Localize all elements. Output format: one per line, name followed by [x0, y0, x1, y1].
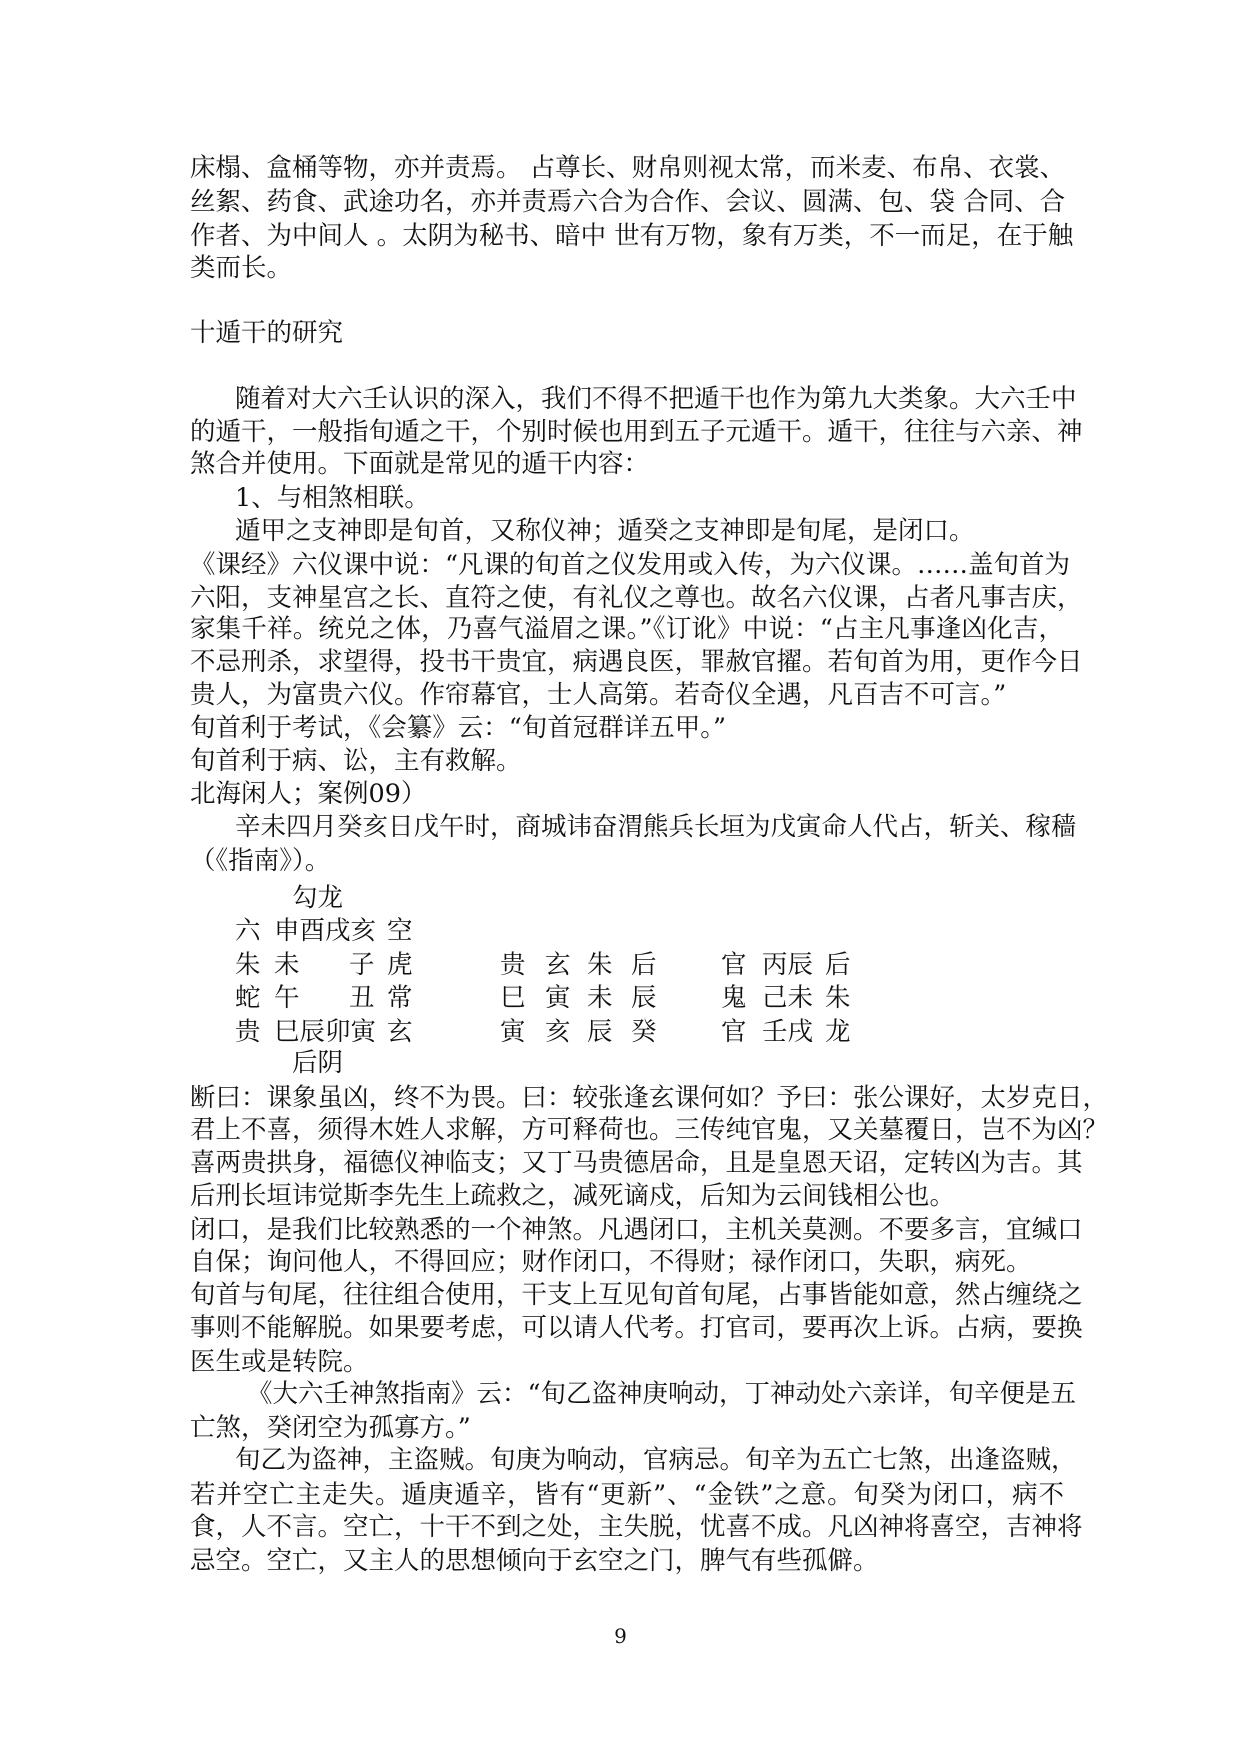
chart-cell: 未: [587, 983, 613, 1013]
chart-cell: 亥: [545, 1017, 571, 1047]
text-line: 闭口，是我们比较熟悉的一个神煞。凡遇闭口，主机关莫测。不要多言，宜缄口: [190, 1215, 1083, 1245]
chart-cell: 贵: [500, 950, 526, 980]
chart-cell: 朱: [825, 983, 851, 1013]
text-line: 六阳，支神星宫之长、直符之使，有礼仪之尊也。故名六仪课，占者凡事吉庆，: [190, 583, 1083, 613]
text-line: 家集千祥。统兑之体，乃喜气溢眉之课。”《订讹》中说：“占主凡事逢凶化吉，: [190, 614, 1064, 644]
text-line: 类而长。: [190, 253, 293, 283]
chart-top: 勾龙: [292, 883, 344, 913]
text-line: 遁甲之支神即是旬首，又称仪神；遁癸之支神即是旬尾，是闭口。: [235, 516, 975, 546]
text-line: 丝絮、药食、武途功名，亦并责焉六合为合作、会议、圆满、包、袋 合同、合: [190, 187, 1066, 217]
chart-cell: 常: [387, 983, 413, 1013]
chart-cell: 子: [349, 950, 375, 980]
text-line: 亡煞，癸闭空为孤寡方。”: [190, 1413, 471, 1443]
chart-cell: 己未: [762, 983, 814, 1013]
text-line: 的遁干，一般指旬遁之干，个别时候也用到五子元遁干。遁干，往往与六亲、神: [190, 417, 1083, 447]
text-line: 随着对大六壬认识的深入，我们不得不把遁干也作为第九大类象。大六壬中: [235, 384, 1077, 414]
chart-cell: 寅: [500, 1017, 526, 1047]
text-line: 旬乙为盗神，主盗贼。旬庚为响动，官病忌。旬辛为五亡七煞，出逢盗贼，: [235, 1445, 1077, 1475]
chart-cell: 癸: [631, 1017, 657, 1047]
chart-cell: 龙: [825, 1017, 851, 1047]
chart-cell: 官: [721, 950, 747, 980]
text-line: 床榻、盒桶等物，亦并责焉。 占尊长、财帛则视太常，而米麦、布帛、衣裳、: [190, 153, 1066, 183]
chart-cell: 贵: [235, 1017, 261, 1047]
chart-bottom: 后阴: [292, 1048, 344, 1078]
list-item: 1、与相煞相联。: [235, 483, 430, 513]
chart-cell: 六: [235, 916, 261, 946]
text-line: 《大六壬神煞指南》云：“旬乙盗神庚响动，丁神动处六亲详，旬辛便是五: [247, 1379, 1077, 1409]
chart-cell: 巳: [500, 983, 526, 1013]
text-line: 自保；询问他人，不得回应；财作闭口，不得财；禄作闭口，失职，病死。: [190, 1247, 1032, 1277]
chart-cell: 玄: [545, 950, 571, 980]
chart-cell: 朱: [235, 950, 261, 980]
chart-cell: 壬戌: [762, 1017, 814, 1047]
text-line: 北海闲人；案例09）: [190, 779, 427, 809]
text-line: 忌空。空亡，又主人的思想倾向于玄空之门，脾气有些孤僻。: [190, 1546, 879, 1576]
text-line: 若并空亡主走失。遁庚遁辛，皆有“更新”、“金铁”之意。旬癸为闭口，病不: [190, 1480, 1064, 1510]
text-line: 旬首利于病、讼，主有救解。: [190, 746, 522, 776]
text-line: 辛未四月癸亥日戊午时，商城讳奋渭熊兵长垣为戊寅命人代占，斩关、稼穑: [235, 812, 1077, 842]
chart-cell: 朱: [587, 950, 613, 980]
chart-cell: 后: [825, 950, 851, 980]
chart-cell: 申酉戌亥: [274, 916, 377, 946]
chart-cell: 蛇: [235, 983, 261, 1013]
text-line: 贵人，为富贵六仪。作帘幕官，士人高第。若奇仪全遇，凡百吉不可言。”: [190, 680, 1007, 710]
chart-cell: 丙辰: [762, 950, 814, 980]
text-line: 煞合并使用。下面就是常见的遁干内容：: [190, 449, 650, 479]
section-heading: 十遁干的研究: [190, 318, 344, 348]
chart-cell: 空: [387, 916, 413, 946]
chart-cell: 后: [631, 950, 657, 980]
chart-cell: 官: [721, 1017, 747, 1047]
text-line: （《指南》）。: [190, 846, 331, 876]
text-line: 不忌刑杀，求望得，投书干贵宜，病遇良医，罪赦官擢。若旬首为用，更作今日: [190, 647, 1083, 677]
text-line: 旬首与旬尾，往往组合使用，干支上互见旬首旬尾，占事皆能如意，然占缠绕之: [190, 1280, 1083, 1310]
text-line: 医生或是转院。: [190, 1347, 369, 1377]
text-line: 喜两贵拱身，福德仪神临支；又丁马贵德居命，且是皇恩天诏，定转凶为吉。其: [190, 1148, 1083, 1178]
text-line: 食，人不言。空亡，十干不到之处，主失脱，忧喜不成。凡凶神将喜空，吉神将: [190, 1512, 1083, 1542]
text-line: 《课经》六仪课中说：“凡课的旬首之仪发用或入传，为六仪课。……盖旬首为: [190, 550, 1071, 580]
chart-cell: 巳辰卯寅: [274, 1017, 377, 1047]
text-line: 君上不喜，须得木姓人求解，方可释荷也。三传纯官鬼，又关墓覆日，岂不为凶？: [190, 1115, 1109, 1145]
chart-cell: 虎: [387, 950, 413, 980]
page-number: 9: [614, 1624, 627, 1648]
text-line: 后刑长垣讳觉斯李先生上疏救之，减死谪戍，后知为云间钱相公也。: [190, 1181, 956, 1211]
chart-cell: 辰: [631, 983, 657, 1013]
text-line: 事则不能解脱。如果要考虑，可以请人代考。打官司，要再次上诉。占病，要换: [190, 1313, 1083, 1343]
chart-cell: 丑: [349, 983, 375, 1013]
text-line: 旬首利于考试，《会纂》云：“旬首冠群详五甲。”: [190, 713, 727, 743]
text-line: 作者、为中间人 。太阴为秘书、暗中 世有万物，象有万类，不一而足，在于触: [190, 221, 1074, 251]
chart-cell: 未: [274, 950, 300, 980]
chart-cell: 辰: [587, 1017, 613, 1047]
chart-cell: 寅: [545, 983, 571, 1013]
chart-cell: 鬼: [721, 983, 747, 1013]
chart-cell: 玄: [387, 1017, 413, 1047]
chart-cell: 午: [274, 983, 300, 1013]
text-line: 断曰：课象虽凶，终不为畏。曰：较张逢玄课何如？予曰：张公课好，太岁克日，: [190, 1083, 1109, 1113]
